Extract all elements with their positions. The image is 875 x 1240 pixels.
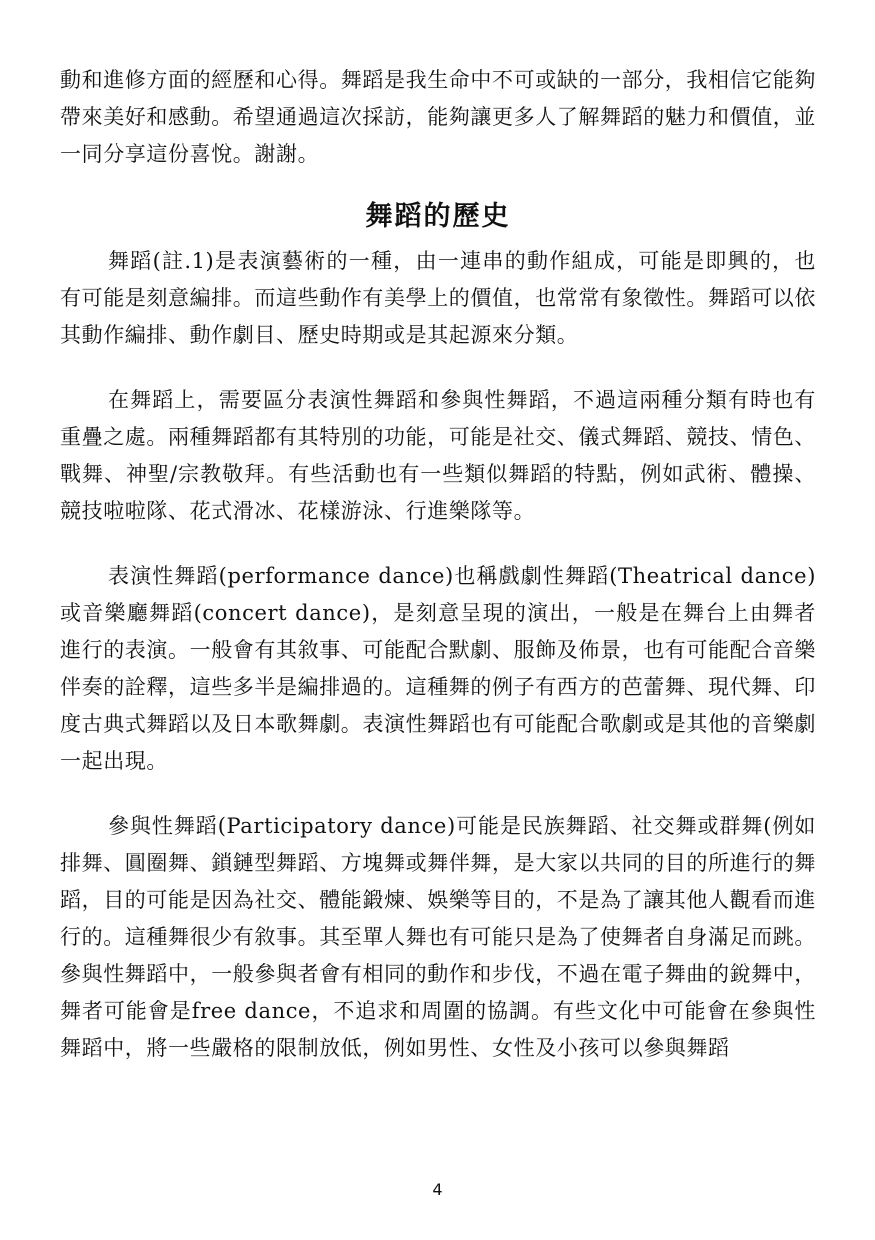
- page-number: 4: [432, 1180, 443, 1199]
- history-paragraph-2: 在舞蹈上，需要區分表演性舞蹈和參與性舞蹈，不過這兩種分類有時也有重疊之處。兩種舞蹈都有其特別的功能，可能是社交、儀式舞蹈、競技、情色、戰舞、神聖/宗教敬拜。有些活動也有一些類似舞蹈的特點，例如武術、體操、競技啦啦隊、花式滑冰、花樣游泳、行進樂隊等。: [60, 388, 816, 523]
- history-paragraph-3: 表演性舞蹈(performance dance)也稱戲劇性舞蹈(Theatrical dance)或音樂廳舞蹈(concert dance)，是刻意呈現的演出，一般是在舞台上由舞者進行的表演。一般會有其敘事、可能配合默劇、服飾及佈景，也有可能配合音樂伴奏的詮釋，這些多半是編排過的。這種舞的例子有西方的芭蕾舞、現代舞、印度古典式舞蹈以及日本歌舞劇。表演性舞蹈也有可能配合歌劇或是其他的音樂劇一起出現。: [60, 564, 816, 773]
- document-page: [60, 62, 816, 1067]
- intro-paragraph: 動和進修方面的經歷和心得。舞蹈是我生命中不可或缺的一部分，我相信它能夠帶來美好和感動。希望通過這次採訪，能夠讓更多人了解舞蹈的魅力和價值，並一同分享這份喜悅。謝謝。: [60, 68, 816, 166]
- history-paragraph-1: 舞蹈(註.1)是表演藝術的一種，由一連串的動作組成，可能是即興的，也有可能是刻意編排。而這些動作有美學上的價值，也常常有象徵性。舞蹈可以依其動作編排、動作劇目、歷史時期或是其起源來分類。: [60, 249, 816, 347]
- section-title: 舞蹈的歷史: [365, 201, 511, 232]
- history-paragraph-4: 參與性舞蹈(Participatory dance)可能是民族舞蹈、社交舞或群舞(例如排舞、圓圈舞、鎖鏈型舞蹈、方塊舞或舞伴舞，是大家以共同的目的所進行的舞蹈，目的可能是因為社交、體能鍛煉、娛樂等目的，不是為了讓其他人觀看而進行的。這種舞很少有敘事。其至單人舞也有可能只是為了使舞者自身滿足而跳。參與性舞蹈中，一般參與者會有相同的動作和步伐，不過在電子舞曲的銳舞中，舞者可能會是free dance，不追求和周圍的協調。有些文化中可能會在參與性舞蹈中，將一些嚴格的限制放低，例如男性、女性及小孩可以參與舞蹈: [60, 814, 816, 1060]
